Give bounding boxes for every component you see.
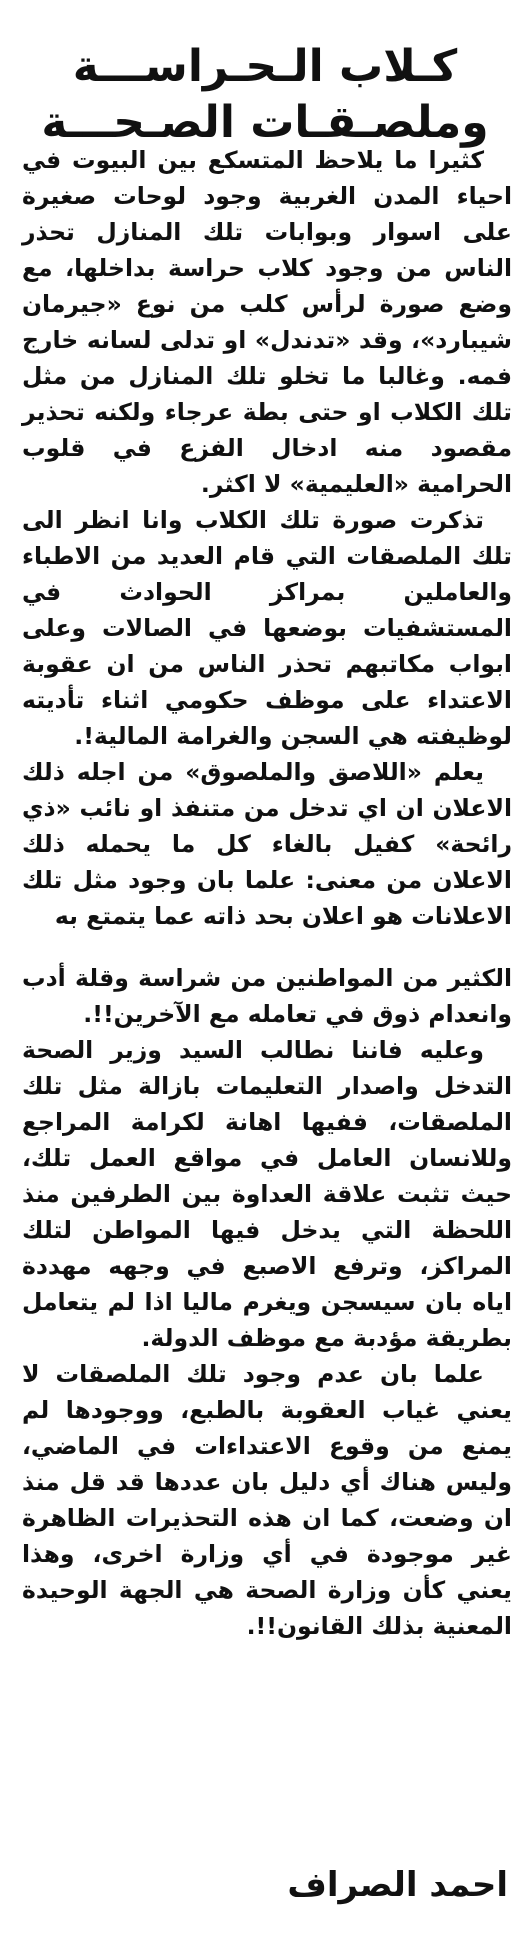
article-body bbox=[22, 142, 512, 1644]
paragraph-hospital-stickers: تذكرت صورة تلك الكلاب وانا انظر الى تلك الملصقات التي قام العديد من الاطباء والعاملين بمراكز الحوادث في المستشفيات بوضعها في الصالات وعلى ابواب مكاتبهم تحذر الناس من ان عقوبة الاعتداء على موظف حكومي اثناء تأديته لوظيفته هي السجن والغرامة المالية!. bbox=[22, 506, 512, 750]
paragraph-conclusion: علما بان عدم وجود تلك الملصقات لا يعني غياب العقوبة بالطبع، ووجودها لم يمنع من وقوع الاعتداءات في الماضي، وليس هناك أي دليل بان عددها قد قل منذ ان وضعت، كما ان هذه التحذيرات الظاهرة غير موجودة في أي وزارة اخرى، وهذا يعني كأن وزارة الصحة هي الجهة الوحيدة المعنية بذلك القانون!!. bbox=[22, 1360, 512, 1640]
headline-line-1: كـلاب الـحـراســـة bbox=[72, 41, 458, 93]
paragraph-stickers-meaning: يعلم «اللاصق والملصوق» من اجله ذلك الاعلان ان اي تدخل من متنفذ او نائب «ذي رائحة» كفيل بالغاء كل ما يحمله ذلك الاعلان من معنى: علما بان وجود مثل تلك الاعلانات هو اعلان بحد ذاته عما يتمتع به bbox=[22, 758, 512, 930]
article-headline bbox=[30, 39, 500, 151]
paragraph-citizens-behavior: الكثير من المواطنين من شراسة وقلة أدب وانعدام ذوق في تعامله مع الآخرين!!. bbox=[22, 964, 512, 1028]
paragraph-minister-demand: وعليه فاننا نطالب السيد وزير الصحة التدخل واصدار التعليمات بازالة مثل تلك الملصقات، ففيها اهانة لكرامة المراجع وللانسان العامل في مواقع العمل تلك، حيث تثبت علاقة العداوة بين الطرفين منذ اللحظة التي يدخل فيها المواطن لتلك المراكز، وترفع الاصبع في وجهه مهددة اياه بان سيسجن ويغرم ماليا اذا لم يتعامل بطريقة مؤدبة مع موظف الدولة. bbox=[22, 1036, 512, 1352]
author-byline: احمد الصراف bbox=[287, 1865, 508, 1905]
paragraph-guard-dog-signs: كثيرا ما يلاحظ المتسكع بين البيوت في احياء المدن الغربية وجود لوحات صغيرة على اسوار وبوابات تلك المنازل تحذر الناس من وجود كلاب حراسة بداخلها، مع وضع صورة لرأس كلب من نوع «جيرمان شيبارد»، وقد «تدندل» او تدلى لسانه خارج فمه. وغالبا ما تخلو تلك المنازل من مثل تلك الكلاب او حتى بطة عرجاء ولكنه تحذير مقصود منه ادخال الفزع في قلوب الحرامية «العليمية» لا اكثر. bbox=[22, 146, 512, 498]
headline-line-2: وملصـقـات الصـحـــة bbox=[41, 97, 489, 149]
